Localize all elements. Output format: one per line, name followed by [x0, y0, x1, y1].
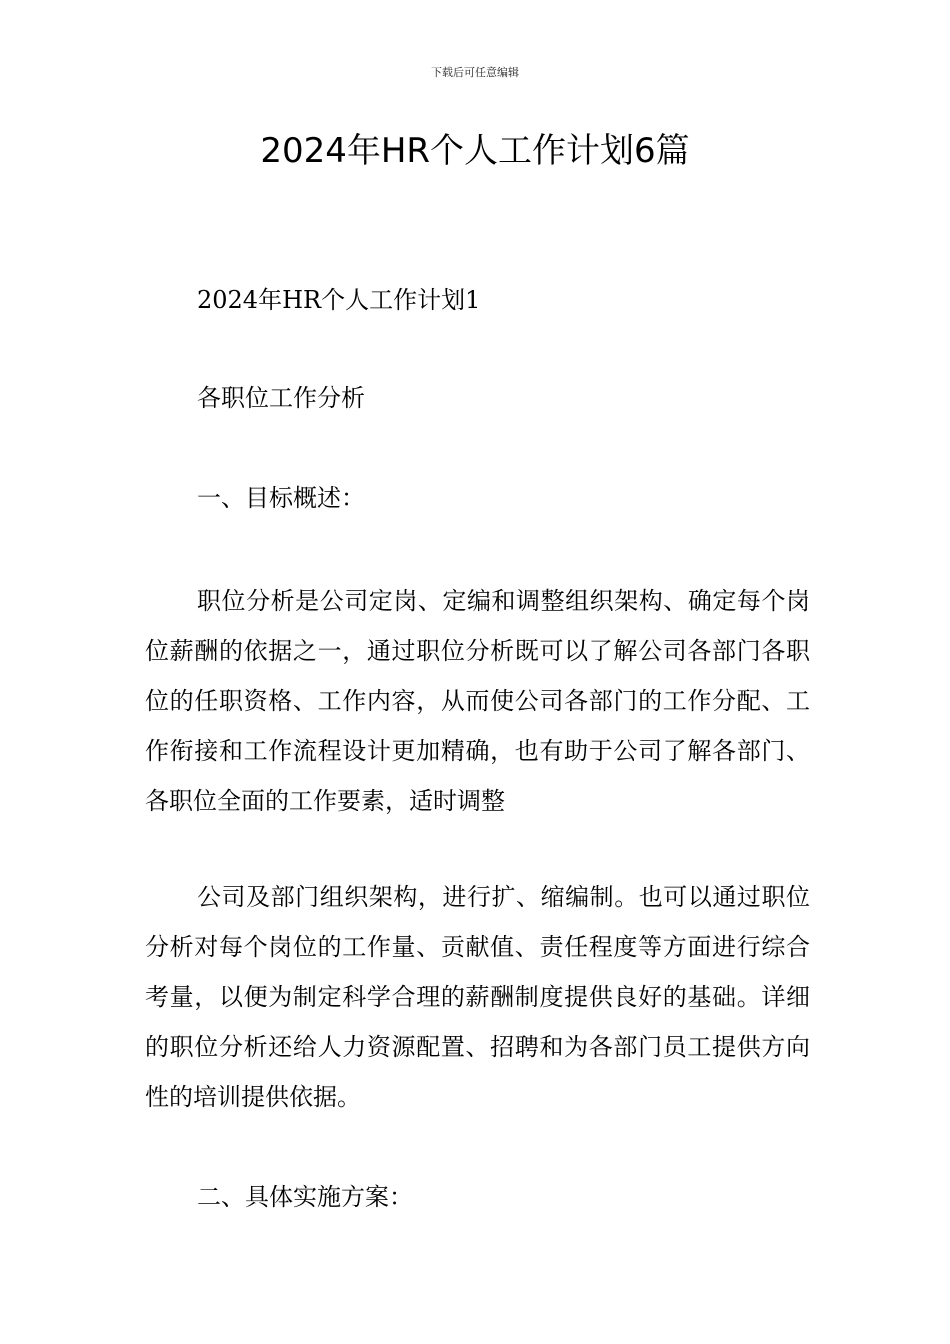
document-title: 2024年HR个人工作计划6篇 — [260, 131, 690, 171]
header-note: 下载后可任意编辑 — [431, 66, 519, 79]
paragraph-2: 公司及部门组织架构，进行扩、缩编制。也可以通过职位分析对每个岗位的工作量、贡献值、责任程度等方面进行综合考量，以便为制定科学合理的薪酬制度提供良好的基础。详细的职位分析还给人力资源配置、招聘和为各部门员工提供方向性的培训提供依据。 — [145, 883, 810, 1111]
section-heading: 2024年HR个人工作计划1 — [197, 286, 481, 314]
subheading: 各职位工作分析 — [197, 384, 365, 412]
part2-heading: 二、具体实施方案： — [197, 1183, 413, 1211]
paragraph-1: 职位分析是公司定岗、定编和调整组织架构、确定每个岗位薪酬的依据之一，通过职位分析既可以了解公司各部门各职位的任职资格、工作内容，从而使公司各部门的工作分配、工作衔接和工作流程设计更加精确，也有助于公司了解各部门、各职位全面的工作要素，适时调整 — [145, 587, 810, 815]
part1-heading: 一、目标概述： — [197, 484, 365, 512]
